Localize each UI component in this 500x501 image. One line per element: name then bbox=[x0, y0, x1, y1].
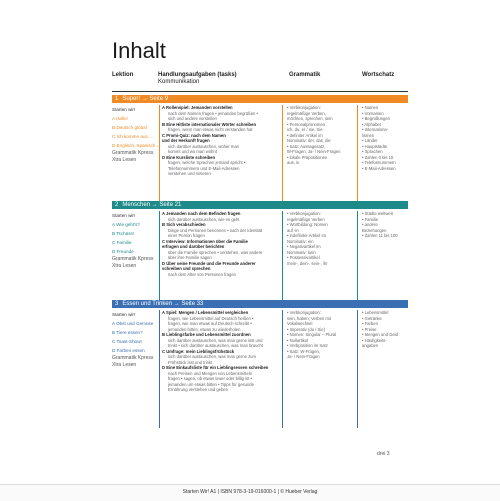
task-title: erfragen und darüber berichten bbox=[162, 244, 225, 249]
task-title: A Jemanden nach dem Befinden fragen bbox=[162, 211, 241, 216]
grammatik-item: Nominativ: der, das, die bbox=[287, 138, 331, 143]
task-detail: trinkt • sich darüber austauschen, was man braucht bbox=[168, 343, 264, 348]
lektion-item[interactable]: Starten wir! bbox=[112, 312, 136, 317]
grammatik-item: • Negativartikel im bbox=[287, 244, 321, 249]
lektion-item[interactable]: A Obst und Gemüse bbox=[112, 321, 154, 326]
wortschatz-item: • Vornamen bbox=[362, 110, 384, 116]
task-detail: fragen, wie man etwas auf Deutsch schreibt • bbox=[168, 321, 252, 326]
task-detail: nach dem Namen fragen • jemanden begrüßen • bbox=[168, 110, 258, 116]
wortschatz-item: • Familie bbox=[362, 216, 379, 222]
lektion-item[interactable]: A Wie geht's? bbox=[112, 222, 140, 227]
task-detail: fragen, wie Lebensmittel auf Deutsch heißen • bbox=[168, 315, 254, 321]
grammatik-item: • Personalpronomen bbox=[287, 121, 326, 127]
task-detail: über die Familie sprechen • verstehen, was andere bbox=[168, 249, 263, 255]
task-detail: sich darüber austauschen, was man gerne isst und bbox=[168, 337, 263, 343]
page-label: drei 3 bbox=[377, 451, 390, 457]
grammatik-list bbox=[284, 105, 354, 166]
grammatik-item: • indefiniter Artikel im bbox=[287, 233, 326, 238]
wortschatz-item: • Sprachen bbox=[362, 149, 383, 154]
lektion-item[interactable]: Grammatik Kpress bbox=[112, 355, 154, 361]
grammatik-item: • Nullartikel bbox=[287, 337, 309, 343]
task-detail: kommt und wo man wohnt bbox=[168, 149, 217, 154]
task-detail: sich darüber austauschen, woher man bbox=[168, 143, 239, 149]
column-divider bbox=[159, 310, 160, 428]
wortschatz-item: lismen bbox=[362, 132, 375, 138]
column-divider bbox=[357, 310, 358, 428]
column-divider bbox=[357, 211, 358, 304]
grammatik-item: • Satz: W-Fragen, bbox=[287, 348, 321, 354]
lektion-item[interactable]: Xtra Lesen bbox=[112, 157, 137, 163]
task-title: A Spiel: Mengen / Lebensmittel vergleichen bbox=[162, 310, 249, 315]
section-title: Essen und Trinken → Seite 33 bbox=[122, 301, 204, 307]
section-title: Menschen → Seite 21 bbox=[122, 202, 182, 208]
grammatik-item: Nominativ: kein bbox=[287, 249, 316, 255]
grammatik-item: • Verbposition im Satz bbox=[287, 343, 328, 348]
lektion-item[interactable]: Starten wir! bbox=[112, 107, 136, 112]
wortschatz-item: • Internationa- bbox=[362, 127, 389, 132]
lektion-item[interactable]: B Deutsch global bbox=[112, 125, 147, 130]
wortschatz-item: • Städte weltweit bbox=[362, 211, 393, 216]
wortschatz-item: Beziehungen bbox=[362, 227, 387, 233]
lektion-item[interactable]: C Familie bbox=[112, 240, 132, 245]
task-detail: verstehen und notieren bbox=[168, 171, 211, 176]
col-handlung-title: Handlungsaufgaben (tasks) bbox=[158, 72, 237, 78]
lektion-item[interactable]: Starten wir! bbox=[112, 213, 136, 218]
section-body bbox=[112, 105, 408, 205]
grammatik-list bbox=[284, 310, 354, 360]
task-detail: fragen • sagen, ob etwas teuer oder billig ist • bbox=[168, 376, 252, 381]
wortschatz-item: • E-Mail-Adressen bbox=[362, 165, 396, 171]
grammatik-item: • definiter Artikel im bbox=[287, 132, 323, 138]
lektion-item[interactable]: Grammatik Kpress bbox=[112, 256, 154, 262]
task-detail: sich und andere vorstellen bbox=[168, 116, 217, 121]
task-detail: jemanden bitten, etwas zu wiederholen bbox=[168, 326, 241, 332]
task-detail: fragen, welche Sprachen jemand spricht • bbox=[168, 160, 246, 165]
grammatik-item: • Wortbildung: Nomen bbox=[287, 222, 328, 227]
wortschatz-item: • Länder bbox=[362, 138, 378, 143]
task-title: A Rollenspiel: Jemanden vorstellen bbox=[162, 105, 233, 110]
lektion-item[interactable]: C Ich komme aus … bbox=[112, 134, 154, 139]
section-title: Super! → Seite 9 bbox=[122, 96, 169, 102]
lektion-item[interactable]: B Tschüss! bbox=[112, 231, 135, 236]
section-band bbox=[112, 95, 408, 103]
wortschatz-item: • Preise bbox=[362, 326, 377, 332]
task-detail: fragen, wenn man etwas nicht verstanden hat bbox=[168, 127, 253, 132]
task-title: D Eine Kursliste schreiben bbox=[162, 154, 216, 160]
lektion-item[interactable]: Grammatik Kpress bbox=[112, 150, 154, 156]
task-title: B Eine Hitliste internationaler Wörter schreiben bbox=[162, 121, 257, 127]
section-number: 3 bbox=[115, 301, 119, 307]
col-lektion: Lektion bbox=[112, 72, 134, 78]
grammatik-item: • Nomen: Singular – Plural bbox=[287, 332, 337, 337]
wortschatz-item: • Mengen und Geld bbox=[362, 332, 398, 337]
task-detail: Ernährung verstehen und geben bbox=[168, 387, 229, 392]
wortschatz-item: • Getränke bbox=[362, 315, 382, 321]
task-title: C Interview: Informationen über die Familie bbox=[162, 238, 248, 244]
wortschatz-item: • Lebensmittel bbox=[362, 310, 389, 315]
column-divider bbox=[357, 105, 358, 205]
grammatik-item: • Satz: Aussagesatz, bbox=[287, 143, 326, 149]
grammatik-item: • Verbkonjugation: bbox=[287, 211, 321, 216]
grammatik-item: regelmäßige Verben, bbox=[287, 110, 326, 116]
task-detail: einer Person fragen bbox=[168, 233, 205, 238]
grammatik-item: ich, du, er / sie, Sie bbox=[287, 127, 323, 132]
wortschatz-item: • Zahlen 11 bis 100 bbox=[362, 233, 398, 238]
task-title: B Sich verabschieden bbox=[162, 222, 206, 227]
section-body bbox=[112, 310, 408, 428]
grammatik-item: regelmäßige Verben bbox=[287, 216, 325, 222]
task-title: B Lieblingsfarbe und Lebensmittel zuordnen bbox=[162, 332, 251, 337]
task-detail: Dinge und Personen benennen • nach der Identität bbox=[168, 227, 263, 233]
grammatik-item: mein-, dein-, sein-, ihr bbox=[287, 260, 328, 266]
grammatik-item: • Possessivartikel bbox=[287, 255, 320, 260]
task-title: D Eine Einkaufsliste für ein Lieblingsessen schreiben bbox=[162, 365, 269, 370]
column-divider bbox=[159, 105, 160, 205]
page-title: Inhalt bbox=[112, 38, 166, 63]
task-detail: jemanden um etwas bitten • Tipps für gesunde bbox=[168, 381, 254, 387]
lektion-item[interactable]: Xtra Lesen bbox=[112, 362, 137, 368]
task-title: C Umfrage: mein Lieblingsfrühstück bbox=[162, 348, 235, 354]
wortschatz-item: • Telefonnummern bbox=[362, 160, 396, 165]
wortschatz-item: • andere bbox=[362, 222, 378, 227]
section-band bbox=[112, 201, 408, 209]
task-detail: sich darüber austauschen, wie es geht bbox=[168, 216, 240, 222]
grammatik-item: • Verbkonjugation: bbox=[287, 105, 321, 110]
lektion-item[interactable]: D Englisch, Spanisch … bbox=[112, 143, 162, 148]
footer-text: Starten Wir! A1 | ISBN 978-3-19-016000-1 | © Hueber Verlag bbox=[182, 489, 318, 495]
col-grammatik: Grammatik bbox=[289, 72, 321, 78]
section-number: 1 bbox=[115, 96, 119, 102]
col-wortschatz: Wortschatz bbox=[362, 72, 395, 78]
lektion-item[interactable]: A Hallo! bbox=[112, 116, 128, 121]
lektion-item[interactable]: C Toast-Show! bbox=[112, 339, 142, 344]
grammatik-item: sein, haben; Verben mit bbox=[287, 315, 331, 321]
section-body bbox=[112, 211, 408, 304]
wortschatz-list bbox=[359, 211, 409, 239]
grammatik-item: Nominativ: ein bbox=[287, 238, 314, 244]
grammatik-item: aus, in bbox=[287, 160, 300, 165]
task-detail: Frühstück isst und trinkt bbox=[168, 359, 213, 365]
header-rule bbox=[112, 91, 408, 92]
col-handlung-sub: Kommunikation bbox=[158, 79, 200, 85]
wortschatz-item: • Namen bbox=[362, 105, 379, 110]
wortschatz-item: • Begrüßungen bbox=[362, 116, 391, 121]
lektion-item[interactable]: D Farben essen bbox=[112, 348, 145, 353]
task-detail: Telefonnummern und E-Mail-Adressen bbox=[168, 165, 240, 171]
grammatik-item: • lokale Präpositionen bbox=[287, 154, 328, 160]
wortschatz-item: • Zahlen 0 bis 10 bbox=[362, 154, 394, 160]
task-detail: nach dem Alter von Personen fragen bbox=[168, 271, 236, 277]
task-detail: über ihre Familie sagen bbox=[168, 255, 212, 260]
wortschatz-list bbox=[359, 105, 409, 171]
column-divider bbox=[159, 211, 160, 304]
grammatik-list bbox=[284, 211, 354, 266]
wortschatz-item: angaben bbox=[362, 343, 379, 348]
task-title: C Promi-Quiz: nach dem Namen bbox=[162, 132, 226, 138]
lektion-item[interactable]: D Freunde bbox=[112, 249, 134, 254]
grammatik-item: • Imperativ (du / Sie) bbox=[287, 326, 326, 332]
lektion-item[interactable]: Xtra Lesen bbox=[112, 263, 137, 269]
section-band bbox=[112, 300, 408, 308]
grammatik-item: möchten, sprechen, sein bbox=[287, 116, 333, 121]
wortschatz-item: • Häufigkeits- bbox=[362, 337, 387, 343]
grammatik-item: Ja- / Nein-Fragen bbox=[287, 354, 320, 359]
grammatik-item: Vokalwechsel bbox=[287, 321, 313, 326]
wortschatz-list bbox=[359, 310, 409, 349]
wortschatz-item: • Farben bbox=[362, 321, 378, 326]
grammatik-item: auf -in bbox=[287, 227, 299, 233]
task-title: und der Herkunft fragen bbox=[162, 138, 210, 143]
wortschatz-item: • Alphabet bbox=[362, 121, 381, 127]
task-title: schreiben und sprechen bbox=[162, 266, 211, 271]
wortschatz-item: • Hauptstädte bbox=[362, 143, 388, 149]
lektion-item[interactable]: B Tiere essen? bbox=[112, 330, 143, 335]
grammatik-item: • Verbkonjugation: bbox=[287, 310, 321, 315]
task-title: D Über seine Freunde und die Freunde anderer bbox=[162, 260, 256, 266]
col-handlung bbox=[158, 72, 237, 86]
task-detail: sich darüber austauschen, was man gerne zum bbox=[168, 354, 256, 359]
section-number: 2 bbox=[115, 202, 119, 208]
grammatik-item: W-Fragen, Ja- / Nein-Fragen bbox=[287, 149, 341, 154]
task-detail: nach Preisen und Mengen von Lebensmitteln bbox=[168, 370, 253, 376]
